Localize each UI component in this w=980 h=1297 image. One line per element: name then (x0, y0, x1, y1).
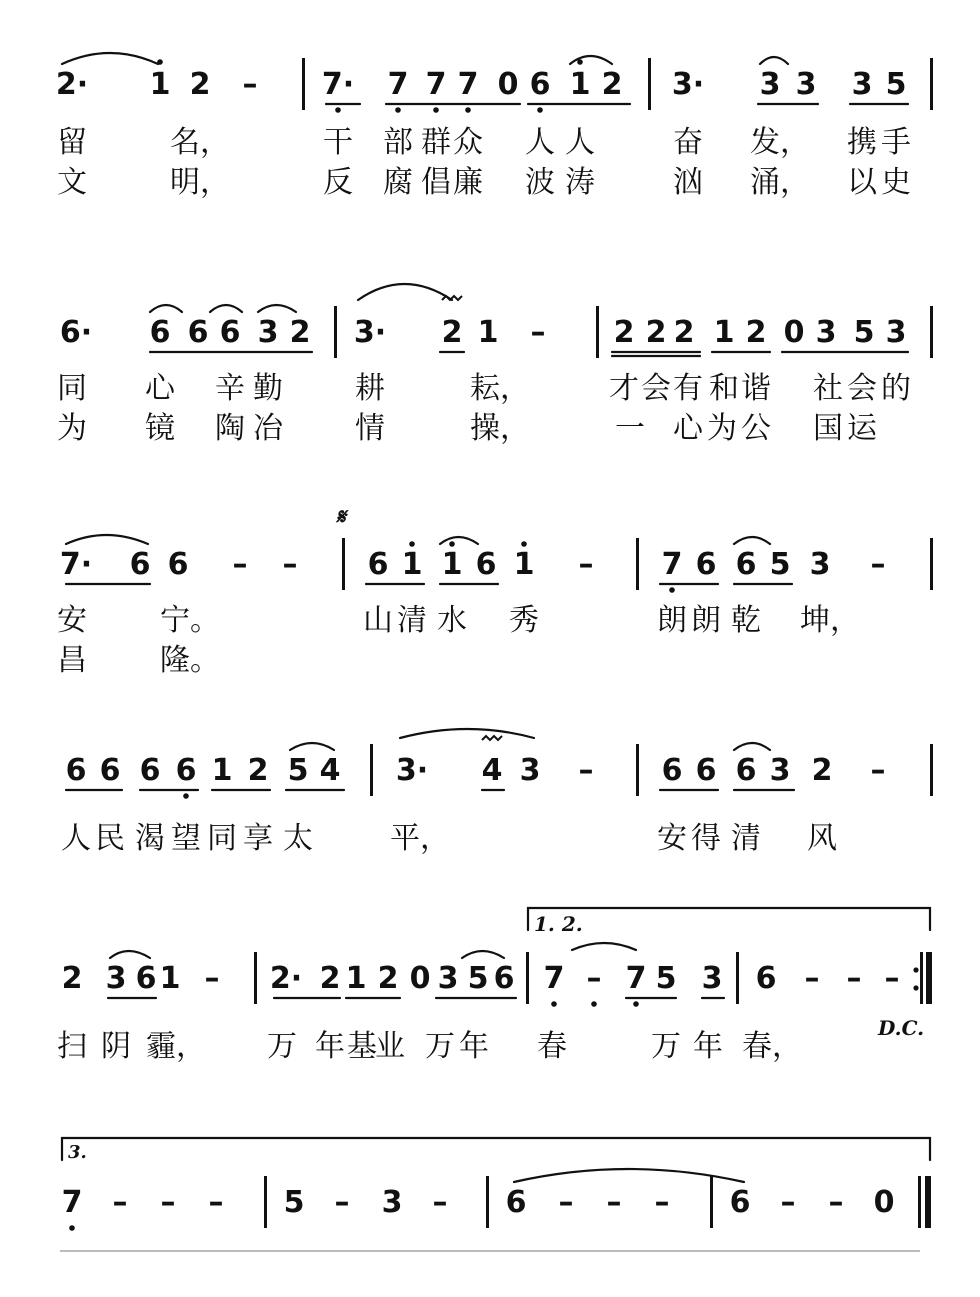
note: 5 (467, 961, 489, 996)
slur (734, 743, 770, 750)
slur (110, 951, 150, 958)
note: – (334, 1185, 350, 1220)
lyric: 得 (691, 821, 721, 856)
note: 6 (475, 547, 497, 582)
lyric: 秀 (509, 603, 539, 638)
volta-label: 3. (68, 1142, 87, 1163)
note: 0 (497, 67, 519, 102)
lyric: 史 (881, 165, 911, 200)
note: 3 (381, 1185, 403, 1220)
lyric: 倡 (421, 165, 451, 200)
note: – (208, 1185, 224, 1220)
lyric: 朗 (657, 603, 687, 638)
note: 6· (59, 315, 93, 350)
lyric: 发， (750, 125, 810, 160)
lyric: 平， (390, 821, 450, 856)
note: 7· (59, 547, 93, 582)
lyric: 耘， (470, 371, 530, 406)
lyric: 冶 (253, 411, 283, 446)
note: 6 (367, 547, 389, 582)
note: 3 (851, 67, 873, 102)
lyric: 廉 (453, 165, 483, 200)
lyric: 才 (609, 371, 639, 406)
note: 3 (437, 961, 459, 996)
note: – (870, 753, 886, 788)
note: 2 (319, 961, 341, 996)
note: 3 (759, 67, 781, 102)
slur (62, 53, 158, 64)
lyric: 安 (657, 821, 687, 856)
note: – (804, 961, 820, 996)
lyric: 坤， (800, 603, 860, 638)
lyric: 反 (323, 165, 353, 200)
note: 6 (695, 753, 717, 788)
note: – (586, 961, 602, 996)
note: 6 (129, 547, 151, 582)
note: 6 (735, 547, 757, 582)
slur (290, 743, 334, 750)
note: 3 (105, 961, 127, 996)
lyric: 基 (347, 1029, 377, 1064)
note: 6 (149, 315, 171, 350)
lyric: 人 (565, 125, 595, 160)
note: 2 (811, 753, 833, 788)
note: – (204, 961, 220, 996)
mordent-icon (442, 296, 462, 300)
lyric: 勤 (253, 371, 283, 406)
note: 3 (795, 67, 817, 102)
lyric: 乾 (731, 603, 761, 638)
note: 6 (175, 753, 197, 788)
volta-label: 1. 2. (534, 912, 583, 936)
note: 2 (673, 315, 695, 350)
lyric: 人 (525, 125, 555, 160)
lyric: 渴 (135, 821, 165, 856)
note: 6 (493, 961, 515, 996)
lyric: 万 (425, 1029, 455, 1064)
lyric: 同 (57, 371, 87, 406)
note: 5 (885, 67, 907, 102)
note: – (846, 961, 862, 996)
note: 5 (283, 1185, 305, 1220)
note: 2· (55, 67, 89, 102)
note: 3· (671, 67, 705, 102)
lyric: 陶 (215, 411, 245, 446)
note: 7 (61, 1185, 83, 1220)
note: 6 (695, 547, 717, 582)
note: 5 (853, 315, 875, 350)
note: 2 (61, 961, 83, 996)
lyric: 山 (363, 603, 393, 638)
slur (760, 57, 788, 64)
lyric: 涛 (565, 165, 595, 200)
lyric: 耕 (355, 371, 385, 406)
note: 0 (409, 961, 431, 996)
page-rule (60, 1250, 920, 1252)
slur (150, 305, 182, 312)
note: 4 (481, 753, 503, 788)
lyric: 名， (170, 125, 230, 160)
lyric: 年 (693, 1029, 723, 1064)
lyric: 涌， (750, 165, 810, 200)
lyric: 运 (847, 411, 877, 446)
note: 5 (655, 961, 677, 996)
lyric: 公 (741, 411, 771, 446)
note: 6 (219, 315, 241, 350)
slur (66, 535, 148, 544)
lyric: 心 (145, 371, 175, 406)
lyric: 春， (742, 1029, 802, 1064)
lyric: 隆。 (160, 643, 220, 678)
note: 6 (505, 1185, 527, 1220)
note: 1 (441, 547, 463, 582)
volta-bracket (62, 1138, 930, 1160)
note: 5 (769, 547, 791, 582)
lyric: 水 (437, 603, 467, 638)
note: 2 (613, 315, 635, 350)
note: 2 (289, 315, 311, 350)
note: 6 (139, 753, 161, 788)
tie (514, 1169, 744, 1182)
lyric: 为 (707, 411, 737, 446)
lyric: 奋 (673, 125, 703, 160)
dc-marking: D.C. (878, 1016, 925, 1040)
note: 7 (661, 547, 683, 582)
lyric: 春 (537, 1029, 567, 1064)
note: 7 (387, 67, 409, 102)
note: 6 (99, 753, 121, 788)
note: 3 (809, 547, 831, 582)
note: 1 (159, 961, 181, 996)
note: 1 (149, 67, 171, 102)
lyric: 业 (375, 1029, 405, 1064)
lyric: 辛 (215, 371, 245, 406)
lyric: 享 (243, 821, 273, 856)
note: 1 (345, 961, 367, 996)
note: 6 (187, 315, 209, 350)
note: 2 (645, 315, 667, 350)
lyric: 明， (170, 165, 230, 200)
note: 2 (377, 961, 399, 996)
note: 2 (189, 67, 211, 102)
slur (210, 305, 242, 312)
note: 7 (425, 67, 447, 102)
note: 6 (735, 753, 757, 788)
note: 6 (135, 961, 157, 996)
slur (462, 951, 504, 958)
note: 3 (519, 753, 541, 788)
note: – (606, 1185, 622, 1220)
lyric: 谐 (741, 371, 771, 406)
lyric: 群 (421, 125, 451, 160)
lyric: 社 (813, 371, 843, 406)
lyric: 文 (57, 165, 87, 200)
lyric: 同 (207, 821, 237, 856)
note: 6 (167, 547, 189, 582)
note: 6 (755, 961, 777, 996)
note: – (282, 547, 298, 582)
note: 6 (729, 1185, 751, 1220)
note: 2 (601, 67, 623, 102)
lyric: 年 (459, 1029, 489, 1064)
lyric: 人 (61, 821, 91, 856)
note: 3 (701, 961, 723, 996)
note: 3· (395, 753, 429, 788)
note: – (654, 1185, 670, 1220)
lyric: 霾， (146, 1029, 206, 1064)
note: – (870, 547, 886, 582)
note: 7 (457, 67, 479, 102)
segno-icon: 𝄋 (336, 504, 346, 530)
note: 3 (885, 315, 907, 350)
note: – (558, 1185, 574, 1220)
slur (572, 943, 636, 950)
note: – (160, 1185, 176, 1220)
note: 7 (625, 961, 647, 996)
lyric: 干 (323, 125, 353, 160)
note: – (112, 1185, 128, 1220)
note: 1 (569, 67, 591, 102)
note: 2 (247, 753, 269, 788)
lyric: 腐 (383, 165, 413, 200)
slur (400, 729, 534, 738)
note: 0 (783, 315, 805, 350)
note: 6 (65, 753, 87, 788)
note: 7· (321, 67, 355, 102)
volta-bracket (528, 908, 930, 930)
note: – (242, 67, 258, 102)
note: 3 (815, 315, 837, 350)
note: 2 (745, 315, 767, 350)
lyric: 朗 (691, 603, 721, 638)
note: 1 (401, 547, 423, 582)
lyric: 昌 (57, 643, 87, 678)
lyric: 部 (383, 125, 413, 160)
lyric: 为 (57, 411, 87, 446)
lyric: 万 (267, 1029, 297, 1064)
note: 5 (287, 753, 309, 788)
note: – (232, 547, 248, 582)
note: – (530, 315, 546, 350)
lyric: 风 (807, 821, 837, 856)
lyric: 清 (397, 603, 427, 638)
lyric: 有 (673, 371, 703, 406)
slur (570, 56, 612, 64)
note: 2 (441, 315, 463, 350)
mordent-icon (482, 736, 502, 740)
lyric: 一 (615, 411, 645, 446)
slur (358, 284, 452, 300)
note: 3 (257, 315, 279, 350)
note: – (828, 1185, 844, 1220)
note: 1 (477, 315, 499, 350)
lyric: 操， (470, 411, 530, 446)
note: – (578, 547, 594, 582)
note: 1 (713, 315, 735, 350)
lyric: 民 (95, 821, 125, 856)
lyric: 波 (525, 165, 555, 200)
note: 6 (529, 67, 551, 102)
lyric: 手 (881, 125, 911, 160)
lyric: 汹 (673, 165, 703, 200)
note: 6 (661, 753, 683, 788)
note: 3· (353, 315, 387, 350)
note: 4 (319, 753, 341, 788)
note: – (432, 1185, 448, 1220)
lyric: 众 (453, 125, 483, 160)
note: – (780, 1185, 796, 1220)
lyric: 镜 (145, 411, 175, 446)
note: 2· (269, 961, 303, 996)
note: 0 (873, 1185, 895, 1220)
lyric: 心 (673, 411, 703, 446)
lyric: 和 (709, 371, 739, 406)
slur (440, 537, 478, 544)
lyric: 年 (315, 1029, 345, 1064)
lyric: 清 (731, 821, 761, 856)
lyric: 阴 (101, 1029, 131, 1064)
lyric: 扫 (57, 1029, 87, 1064)
note: 1 (211, 753, 233, 788)
note: – (578, 753, 594, 788)
note: – (884, 961, 900, 996)
note: 7 (543, 961, 565, 996)
lyric: 万 (651, 1029, 681, 1064)
lyric: 以 (847, 165, 877, 200)
lyric: 国 (813, 411, 843, 446)
slur (258, 305, 296, 312)
lyric: 宁。 (160, 603, 220, 638)
lyric: 情 (355, 411, 385, 446)
lyric: 望 (171, 821, 201, 856)
lyric: 太 (283, 821, 313, 856)
lyric: 的 (881, 371, 911, 406)
slur (734, 537, 770, 544)
lyric: 携 (847, 125, 877, 160)
lyric: 会 (847, 371, 877, 406)
note: 3 (769, 753, 791, 788)
lyric: 留 (57, 125, 87, 160)
lyric: 会 (641, 371, 671, 406)
lyric: 安 (57, 603, 87, 638)
note: 1 (513, 547, 535, 582)
